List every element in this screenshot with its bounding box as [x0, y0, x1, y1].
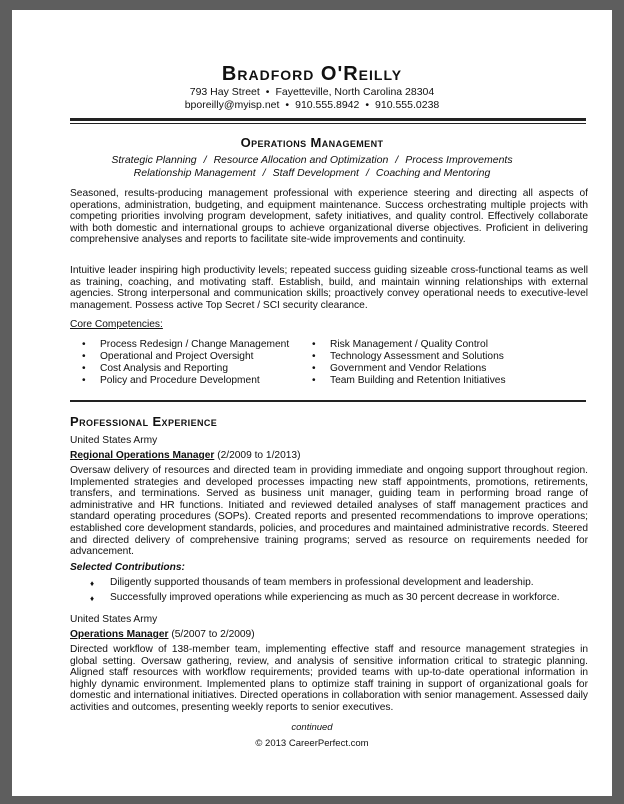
competency-item: • Risk Management / Quality Control: [300, 339, 506, 351]
skill-item: Process Improvements: [405, 154, 513, 166]
skills-line-2: [12, 167, 612, 180]
skill-item: Strategic Planning: [111, 154, 197, 166]
job-2-title: Operations Manager: [70, 629, 169, 640]
summary-title: Operations Management: [240, 135, 384, 150]
experience-title: Professional Experience: [70, 414, 218, 429]
job-1-organization: United States Army: [70, 435, 158, 446]
separator: •: [285, 99, 290, 111]
header-rule-thin: [70, 123, 586, 124]
core-competencies-left: [70, 339, 289, 387]
street-address: 793 Hay Street: [189, 86, 260, 98]
competency-item: • Technology Assessment and Solutions: [300, 351, 506, 363]
skill-separator: /: [203, 154, 207, 166]
contribution-item: ♦ Diligently supported thousands of team members in professional development and leadership.: [90, 575, 560, 590]
email-address: bporeilly@myisp.net: [184, 99, 280, 111]
job-2-description: Directed workflow of 138-member team, implementing effective staff and resource management strategies in global setting. Oversaw gathering, review, and analysis of sensitive information critical to strategic planning. Aligned staff resources with workflow requirements; provided teams with up-to-date operational information in highly dynamic environment. Implemented plans to optimize staff training in support of organizational goals for domestic and international initiatives. Directed operations in collaboration with senior management. Assessed daily activities and outcomes, presenting weekly reports to senior executives.: [70, 644, 588, 713]
job-1-description: Oversaw delivery of resources and directed team in providing immediate and ongoing support throughout region. Implemented strategies and developed processes impacting new staff appointments, promotions, retirements, transfers, and terminations. Served as business unit manager, guiding team in performing broad range of administrative and HR functions. Initiated and reviewed detailed analyses of staff management practices and standard operating procedures (SOPs). Created reports and presented recommendations to improve operations; established core development standards, policies, and procedures and maintained administrative records. Steered and directed delivery of comprehensive training programs; served as resource on requirements needed for advancement.: [70, 465, 588, 558]
city-state-zip: Fayetteville, North Carolina 28304: [275, 86, 435, 98]
separator: •: [365, 99, 370, 111]
section-rule: [70, 400, 586, 402]
contributions-list: [90, 575, 560, 605]
skill-item: Resource Allocation and Optimization: [213, 154, 389, 166]
job-1-heading: [70, 450, 300, 461]
header-rule-thick: [70, 118, 586, 121]
job-2-dates: (5/2007 to 2/2009): [171, 629, 255, 640]
job-1-title: Regional Operations Manager: [70, 450, 215, 461]
job-1-dates: (2/2009 to 1/2013): [217, 450, 301, 461]
skill-separator: /: [262, 167, 266, 179]
separator: •: [265, 86, 270, 98]
address-line: [12, 86, 612, 99]
contribution-item: ♦ Successfully improved operations while experiencing as much as 30 percent decrease in workforce.: [90, 590, 560, 605]
phone-secondary: 910.555.0238: [375, 99, 440, 111]
core-competencies-label: Core Competencies:: [70, 319, 163, 330]
skill-item: Relationship Management: [133, 167, 256, 179]
skill-item: Coaching and Mentoring: [375, 167, 491, 179]
competency-item: • Policy and Procedure Development: [70, 375, 289, 387]
skill-separator: /: [395, 154, 399, 166]
copyright-notice: © 2013 CareerPerfect.com: [255, 738, 369, 749]
competency-item: • Operational and Project Oversight: [70, 351, 289, 363]
skills-line-1: [12, 154, 612, 167]
job-2-heading: [70, 629, 255, 640]
core-competencies-right: [300, 339, 506, 387]
resume-page: [12, 10, 612, 796]
skill-item: Staff Development: [272, 167, 359, 179]
competency-item: • Cost Analysis and Reporting: [70, 363, 289, 375]
summary-paragraph-1: Seasoned, results-producing management professional with experience steering and directing all aspects of operations, administration, budgeting, and equipment maintenance. Success orchestrating multiple projects with competing priorities involving program development, safety initiatives, and quality control. Effectively collaborate with both domestic and international groups to achieve organizational diverse objectives. Proficient in delivering comprehensive analyses and reports to facilitate site-wide improvements and continuity.: [70, 188, 588, 246]
job-2-organization: United States Army: [70, 614, 158, 625]
skill-separator: /: [365, 167, 369, 179]
competency-item: • Government and Vendor Relations: [300, 363, 506, 375]
summary-paragraph-2: Intuitive leader inspiring high productivity levels; repeated success guiding sizeable cross-functional teams as well as training, coaching, and motivating staff. Establish, build, and maintain winning relationships with external agencies. Strong interpersonal and communication skills; proactively convey operational needs to executive-level management. Possess active Top Secret / SCI security clearance.: [70, 265, 588, 311]
candidate-name: Bradford O'Reilly: [221, 63, 403, 85]
competency-item: • Team Building and Retention Initiatives: [300, 375, 506, 387]
competency-item: • Process Redesign / Change Management: [70, 339, 289, 351]
phone-primary: 910.555.8942: [295, 99, 360, 111]
continued-note: continued: [291, 722, 333, 733]
contact-line: [12, 99, 612, 112]
selected-contributions-label: Selected Contributions:: [70, 562, 185, 573]
